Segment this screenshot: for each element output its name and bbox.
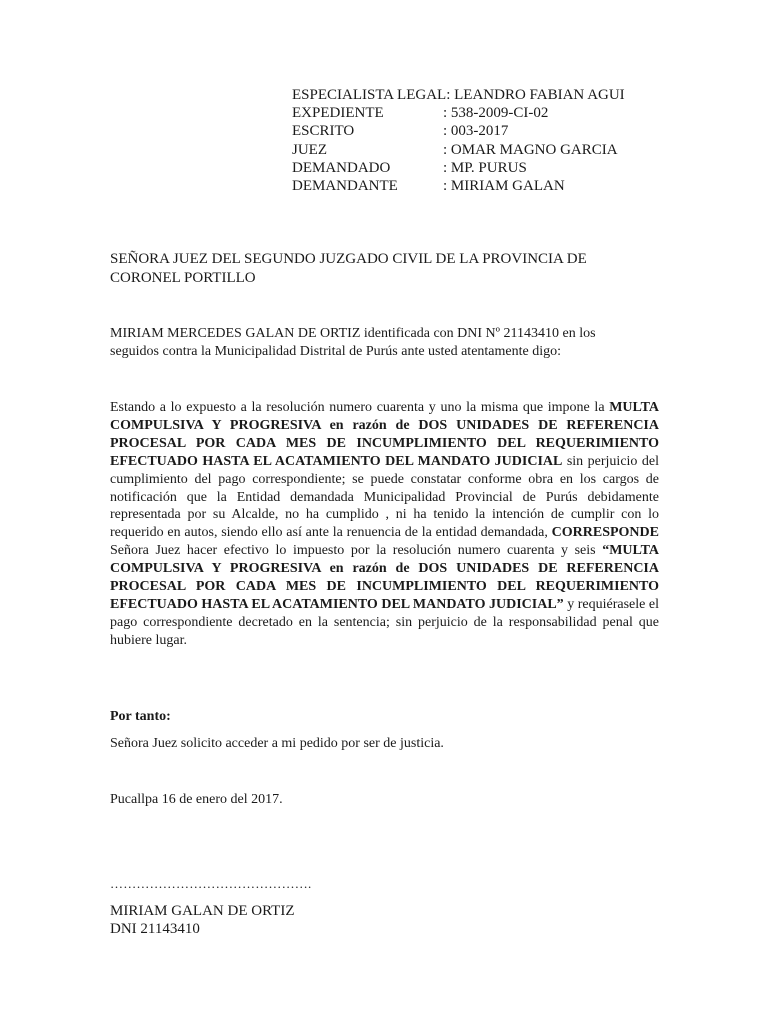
body-paragraph [110,399,659,650]
header-value: : MIRIAM GALAN [443,178,565,195]
header-label: EXPEDIENTE [292,105,384,122]
header-label: ESCRITO [292,123,355,140]
signer-name: MIRIAM GALAN DE ORTIZ [110,903,295,919]
header-row-expediente [292,104,625,122]
body-bold-3: “MULTA COMPULSIVA Y PROGRESIVA en razón de DOS UNIDADES DE REFERENCIA PROCESAL POR CADA MES DE INCUMPLIMIENTO DEL REQUERIMIENTO EFECTUADO HASTA EL ACATAMIENTO DEL MANDATO JUDICIAL” [110,543,659,612]
intro-line-1: MIRIAM MERCEDES GALAN DE ORTIZ identificada con DNI Nº 21143410 en los [110,326,596,341]
signature-block [110,902,295,938]
header-value: : OMAR MAGNO GARCIA [443,141,618,158]
request-line: Señora Juez solicito acceder a mi pedido por ser de justicia. [110,736,444,751]
header-label: DEMANDANTE [292,178,398,195]
addressee-line-1: SEÑORA JUEZ DEL SEGUNDO JUZGADO CIVIL DE LA PROVINCIA DE [110,251,587,267]
case-header [292,86,625,195]
addressee [110,250,630,288]
addressee-line-2: CORONEL PORTILLO [110,270,256,286]
intro-paragraph [110,325,635,361]
por-tanto-heading: Por tanto: [110,709,171,724]
header-row-demandante [292,177,625,195]
body-text-2: sin perjuicio del cumplimiento del pago correspondiente; se puede constatar conforme obra en los cargos de notificación que la Entidad demandada Municipalidad Provincial de Purús debidamente representada por su Alcalde, no ha cumplido , ni ha tenido la intención de cumplir con lo requerido en autos, siendo ello así ante la renuencia de la entidad demandada, [110,453,659,541]
specialist-line: ESPECIALISTA LEGAL: LEANDRO FABIAN AGUI [292,87,625,103]
body-bold-1: MULTA COMPULSIVA Y PROGRESIVA en razón de DOS UNIDADES DE REFERENCIA PROCESAL POR CADA MES DE INCUMPLIMIENTO DEL REQUERIMIENTO EFECTUADO HASTA EL ACATAMIENTO DEL MANDATO JUDICIAL [110,400,659,469]
signer-dni: DNI 21143410 [110,921,200,937]
header-row-juez [292,141,625,159]
date-line: Pucallpa 16 de enero del 2017. [110,792,283,807]
body-text-3: Señora Juez hacer efectivo lo impuesto por la resolución numero cuarenta y seis [110,543,603,559]
body-text-1: Estando a lo expuesto a la resolución numero cuarenta y uno la misma que impone la [110,400,610,415]
header-row-demandado [292,159,625,177]
header-value: : 003-2017 [443,123,509,140]
header-label: DEMANDADO [292,159,391,176]
header-label: JUEZ [292,141,327,158]
body-bold-2: CORRESPONDE [551,525,659,541]
header-row-escrito [292,122,625,140]
header-value: : MP. PURUS [443,159,527,176]
header-value: : 538-2009-CI-02 [443,105,549,122]
intro-line-2: seguidos contra la Municipalidad Distrital de Purús ante usted atentamente digo: [110,344,562,359]
body-text-4: y requiérasele el pago correspondiente decretado en la sentencia; sin perjuicio de la responsabilidad penal que hubiere lugar. [110,596,659,648]
signature-line: ………………………………………. [110,876,312,891]
